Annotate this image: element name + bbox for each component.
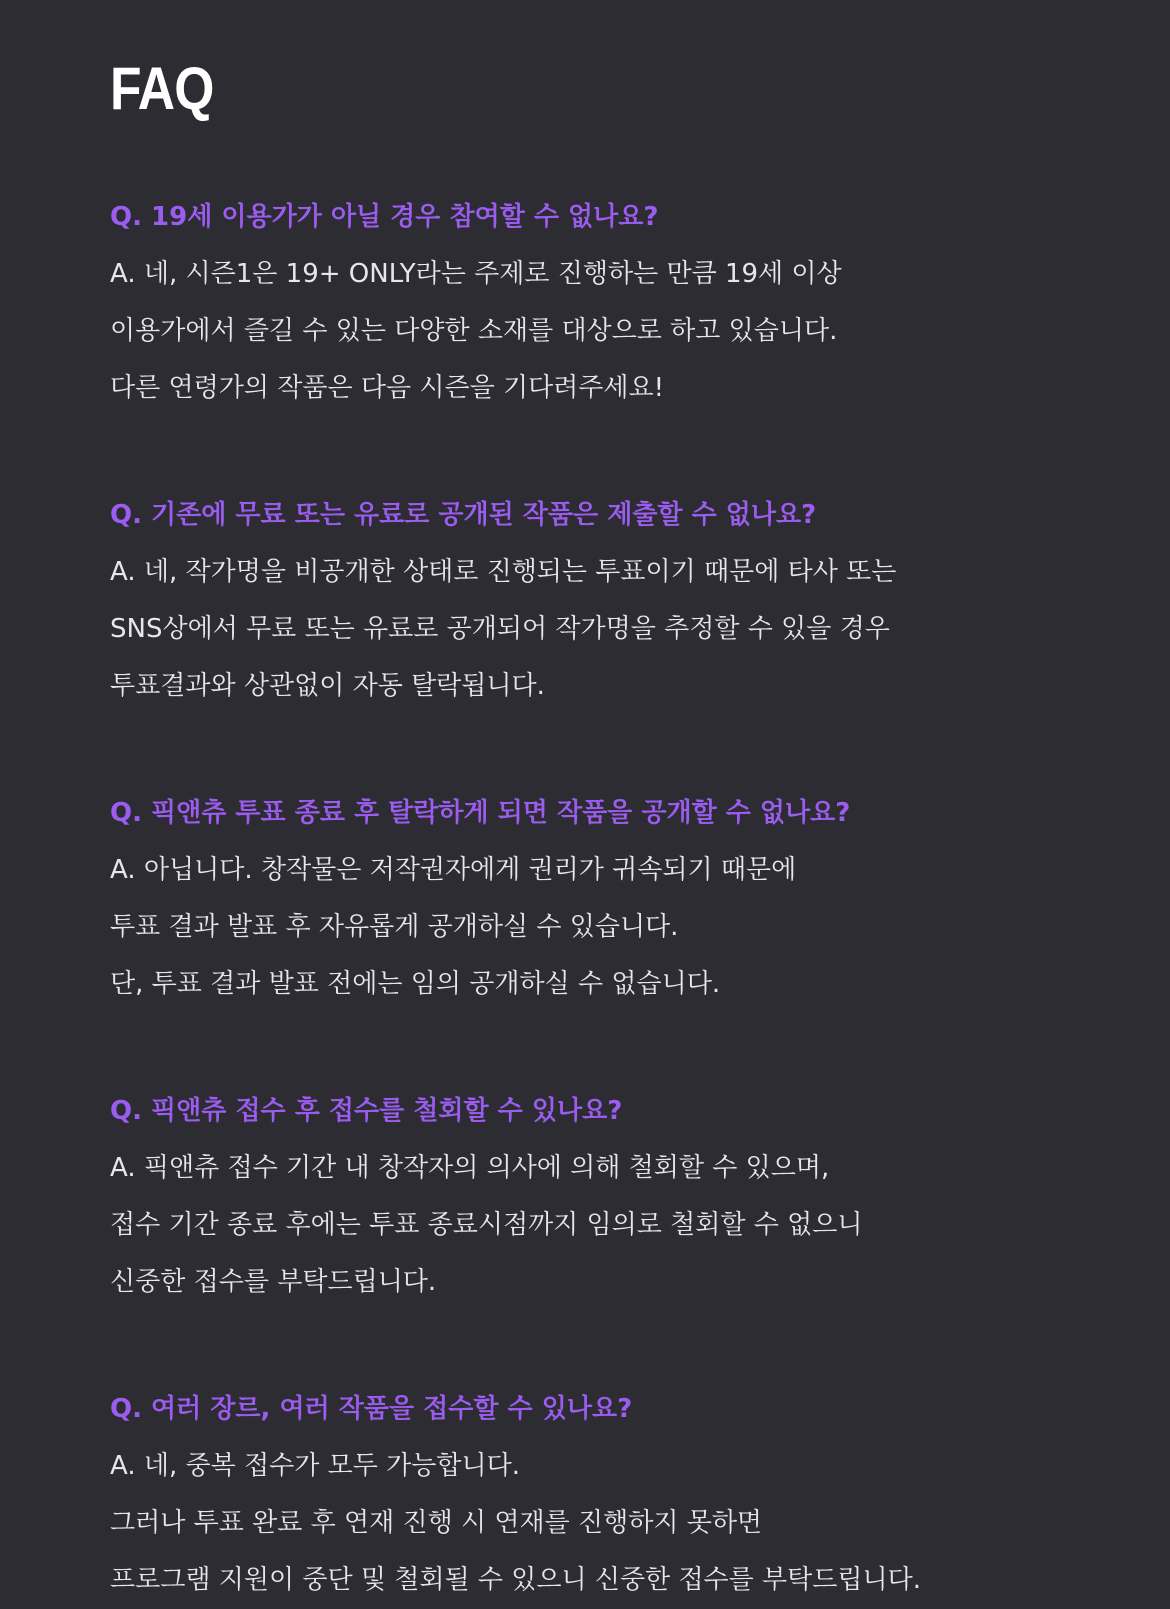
faq-answer-line: 신중한 접수를 부탁드립니다. — [110, 1267, 437, 1297]
faq-item — [110, 1082, 1130, 1311]
faq-item — [110, 1380, 1130, 1609]
faq-answer-line: 투표 결과 발표 후 자유롭게 공개하실 수 있습니다. — [110, 912, 679, 942]
faq-item — [110, 486, 1130, 715]
faq-item — [110, 784, 1130, 1013]
faq-answer-line: A. 픽앤츄 접수 기간 내 창작자의 의사에 의해 철회할 수 있으며, — [110, 1153, 830, 1183]
faq-answer-line: A. 네, 작가명을 비공개한 상태로 진행되는 투표이기 때문에 타사 또는 — [110, 557, 897, 587]
faq-question: Q. 픽앤츄 접수 후 접수를 철회할 수 있나요? — [110, 1096, 623, 1126]
faq-question: Q. 픽앤츄 투표 종료 후 탈락하게 되면 작품을 공개할 수 없나요? — [110, 798, 851, 828]
faq-answer-line: A. 아닙니다. 창작물은 저작권자에게 권리가 귀속되기 때문에 — [110, 855, 797, 885]
faq-answer-line: 이용가에서 즐길 수 있는 다양한 소재를 대상으로 하고 있습니다. — [110, 316, 838, 346]
faq-answer-line: A. 네, 중복 접수가 모두 가능합니다. — [110, 1451, 520, 1481]
faq-answer-line: A. 네, 시즌1은 19+ ONLY라는 주제로 진행하는 만큼 19세 이상 — [110, 259, 842, 289]
faq-question: Q. 기존에 무료 또는 유료로 공개된 작품은 제출할 수 없나요? — [110, 500, 817, 530]
faq-answer-line: 프로그램 지원이 중단 및 철회될 수 있으니 신중한 접수를 부탁드립니다. — [110, 1565, 922, 1595]
faq-question: Q. 19세 이용가가 아닐 경우 참여할 수 없나요? — [110, 202, 659, 232]
faq-question: Q. 여러 장르, 여러 작품을 접수할 수 있나요? — [110, 1394, 633, 1424]
faq-answer-line: 투표결과와 상관없이 자동 탈락됩니다. — [110, 671, 545, 701]
faq-item — [110, 188, 1130, 417]
faq-list — [110, 188, 1130, 1609]
faq-answer-line: 단, 투표 결과 발표 전에는 임의 공개하실 수 없습니다. — [110, 969, 721, 999]
faq-answer-line: SNS상에서 무료 또는 유료로 공개되어 작가명을 추정할 수 있을 경우 — [110, 614, 890, 644]
page-title: FAQ — [110, 55, 214, 122]
faq-answer-line: 다른 연령가의 작품은 다음 시즌을 기다려주세요! — [110, 373, 665, 403]
faq-answer-line: 접수 기간 종료 후에는 투표 종료시점까지 임의로 철회할 수 없으니 — [110, 1210, 863, 1240]
faq-answer-line: 그러나 투표 완료 후 연재 진행 시 연재를 진행하지 못하면 — [110, 1508, 763, 1538]
